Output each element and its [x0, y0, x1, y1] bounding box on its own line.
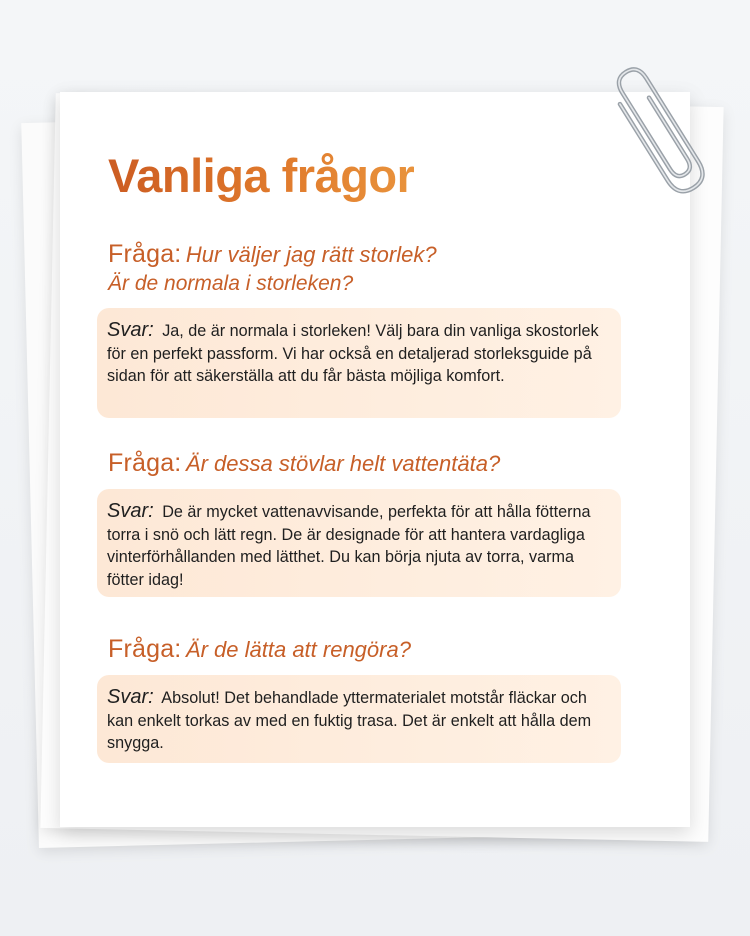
question-label: Fråga: [108, 449, 182, 477]
question-text: Är dessa stövlar helt vattentäta? [185, 451, 501, 476]
faq-question-1 [108, 240, 648, 296]
question-label: Fråga: [108, 635, 182, 663]
question-label: Fråga: [108, 240, 182, 268]
answer-label: Svar: [107, 686, 154, 708]
faq-question-2 [108, 448, 648, 482]
question-text-line2: Är de normala i storleken? [108, 272, 354, 295]
question-text: Hur väljer jag rätt storlek? [185, 242, 437, 267]
faq-answer-3 [97, 675, 621, 763]
faq-answer-1 [97, 308, 621, 418]
answer-text: De är mycket vattenavvisande, perfekta för att hålla fötterna torra i snö och lätt regn. De är designade för att hantera vardagliga vinterförhållanden med lätthet. Du kan börja njuta av torra, varma fötter idag! [107, 503, 591, 589]
answer-text: Absolut! Det behandlade yttermaterialet motstår fläckar och kan enkelt torkas av med en fuktig trasa. Det är enkelt att hålla dem snygga. [107, 689, 592, 752]
answer-text: Ja, de är normala i storleken! Välj bara din vanliga skostorlek för en perfekt passform. Vi har också en detaljerad storleksguide på sidan för att säkerställa att du får bästa möjliga komfort. [107, 322, 599, 385]
faq-answer-2 [97, 489, 621, 597]
faq-question-3 [108, 634, 648, 668]
answer-label: Svar: [107, 500, 154, 522]
answer-label: Svar: [107, 319, 154, 341]
question-text: Är de lätta att rengöra? [185, 637, 411, 662]
page-title: Vanliga frågor [108, 146, 414, 206]
paperclip-icon [600, 58, 720, 218]
